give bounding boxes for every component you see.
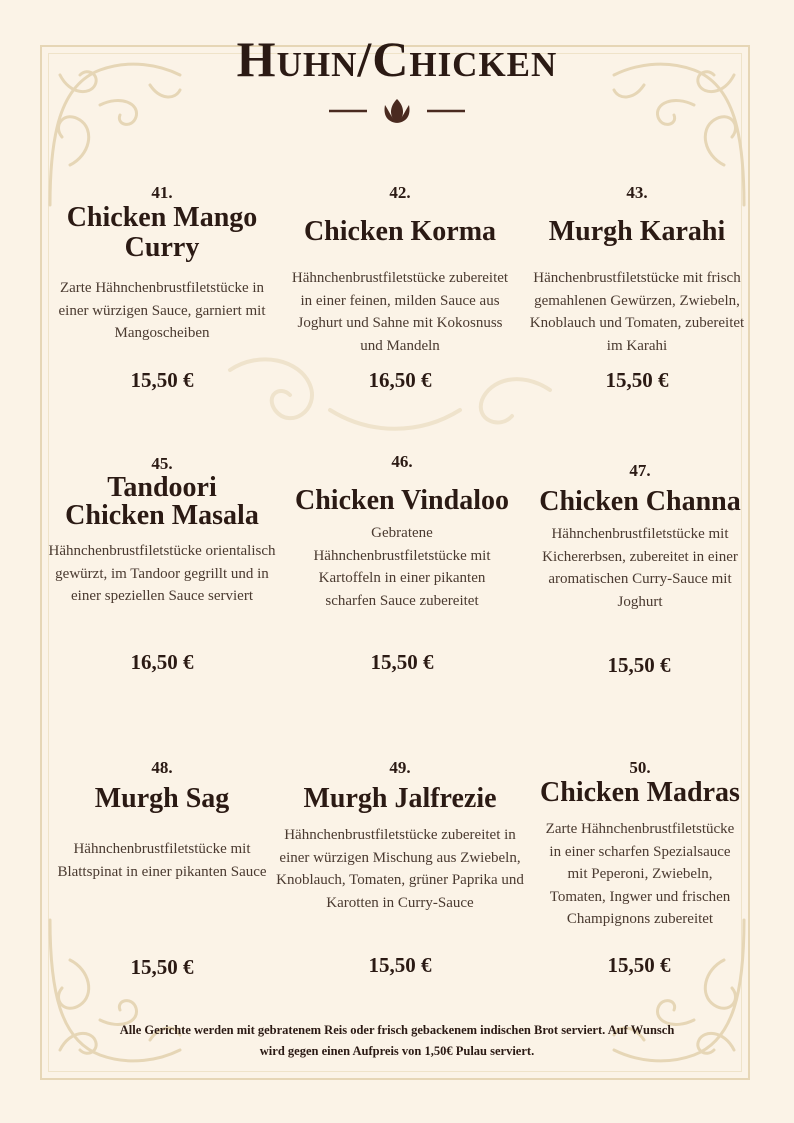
item-name: Murgh Karahi <box>548 216 726 247</box>
item-description: Zarte Hähnchenbrustfiletstücke in einer scharfen Spezialsauce mit Peperoni, Zwiebeln, Tomaten, Ingwer und frischen Champignons zubereitet <box>545 821 735 927</box>
item-name: Tandoori Chicken Masala <box>65 472 259 531</box>
title-divider <box>327 97 467 125</box>
footnote: Alle Gerichte werden mit gebratenem Reis oder frisch gebackenem indischen Brot serviert. Auf Wunsch wird gegen einen Aufpreis von 1,50€ Pulau serviert. <box>119 1023 675 1058</box>
menu-item-43 <box>522 183 752 357</box>
item-price-46: 15,50 € <box>370 650 434 674</box>
item-price-45: 16,50 € <box>130 650 194 674</box>
item-price-48: 15,50 € <box>130 955 194 979</box>
item-name: Chicken Vindaloo <box>295 485 509 516</box>
item-description: Hänchenbrustfiletstücke mit frisch gemahlenen Gewürzen, Zwiebeln, Knoblauch und Tomaten, zubereitet im Karahi <box>529 270 745 354</box>
item-number: 47. <box>629 461 651 480</box>
menu-item-48 <box>47 758 277 883</box>
menu-item-41 <box>47 183 277 345</box>
item-number: 46. <box>391 452 413 471</box>
item-price-50: 15,50 € <box>607 953 671 977</box>
page-title: Huhn/Chicken <box>236 31 558 87</box>
item-description: Hähnchenbrustfiletstücke mit Blattspinat in einer pikanten Sauce <box>57 841 267 880</box>
menu-item-46 <box>277 452 527 612</box>
lotus-icon <box>385 99 410 123</box>
item-number: 49. <box>389 758 411 777</box>
item-name: Chicken Madras <box>540 777 740 808</box>
item-number: 41. <box>151 183 173 202</box>
menu-item-45 <box>47 454 277 608</box>
menu-item-50 <box>524 758 756 931</box>
item-price-41: 15,50 € <box>130 368 194 392</box>
item-name: Chicken Channa <box>539 486 741 517</box>
item-price-49: 15,50 € <box>368 953 432 977</box>
item-number: 42. <box>389 183 411 202</box>
item-description: Gebratene Hähnchenbrustfiletstücke mit Kartoffeln in einer pikanten scharfen Sauce zubereitet <box>313 525 491 609</box>
item-description: Hähnchenbrustfiletstücke zubereitet in einer feinen, milden Sauce aus Joghurt und Sahne mit Kokosnuss und Mandeln <box>291 270 509 354</box>
item-name: Chicken Mango Curry <box>66 202 258 263</box>
item-price-42: 16,50 € <box>368 368 432 392</box>
menu-item-42 <box>285 183 515 357</box>
item-name: Murgh Sag <box>94 783 230 814</box>
menu-item-49 <box>272 758 528 914</box>
item-number: 43. <box>626 183 648 202</box>
item-name: Murgh Jalfrezie <box>303 783 497 814</box>
item-number: 45. <box>151 454 173 473</box>
item-number: 50. <box>629 758 651 777</box>
item-price-43: 15,50 € <box>605 368 669 392</box>
item-price-47: 15,50 € <box>607 653 671 677</box>
item-description: Hähnchenbrustfiletstücke zubereitet in einer würzigen Mischung aus Zwiebeln, Knoblauch, Tomaten, grüner Paprika und Karotten in Curry-Sauce <box>276 827 524 911</box>
menu-item-47 <box>524 461 756 613</box>
item-description: Hähnchenbrustfiletstücke orientalisch gewürzt, im Tandoor gegrillt und in einer speziellen Sauce serviert <box>48 543 276 604</box>
item-name: Chicken Korma <box>303 216 497 247</box>
item-description: Zarte Hähnchenbrustfiletstücke in einer würzigen Sauce, garniert mit Mangoscheiben <box>58 280 266 341</box>
item-number: 48. <box>151 758 173 777</box>
item-description: Hähnchenbrustfiletstücke mit Kichererbsen, zubereitet in einer aromatischen Curry-Sauce mit Joghurt <box>542 526 738 610</box>
